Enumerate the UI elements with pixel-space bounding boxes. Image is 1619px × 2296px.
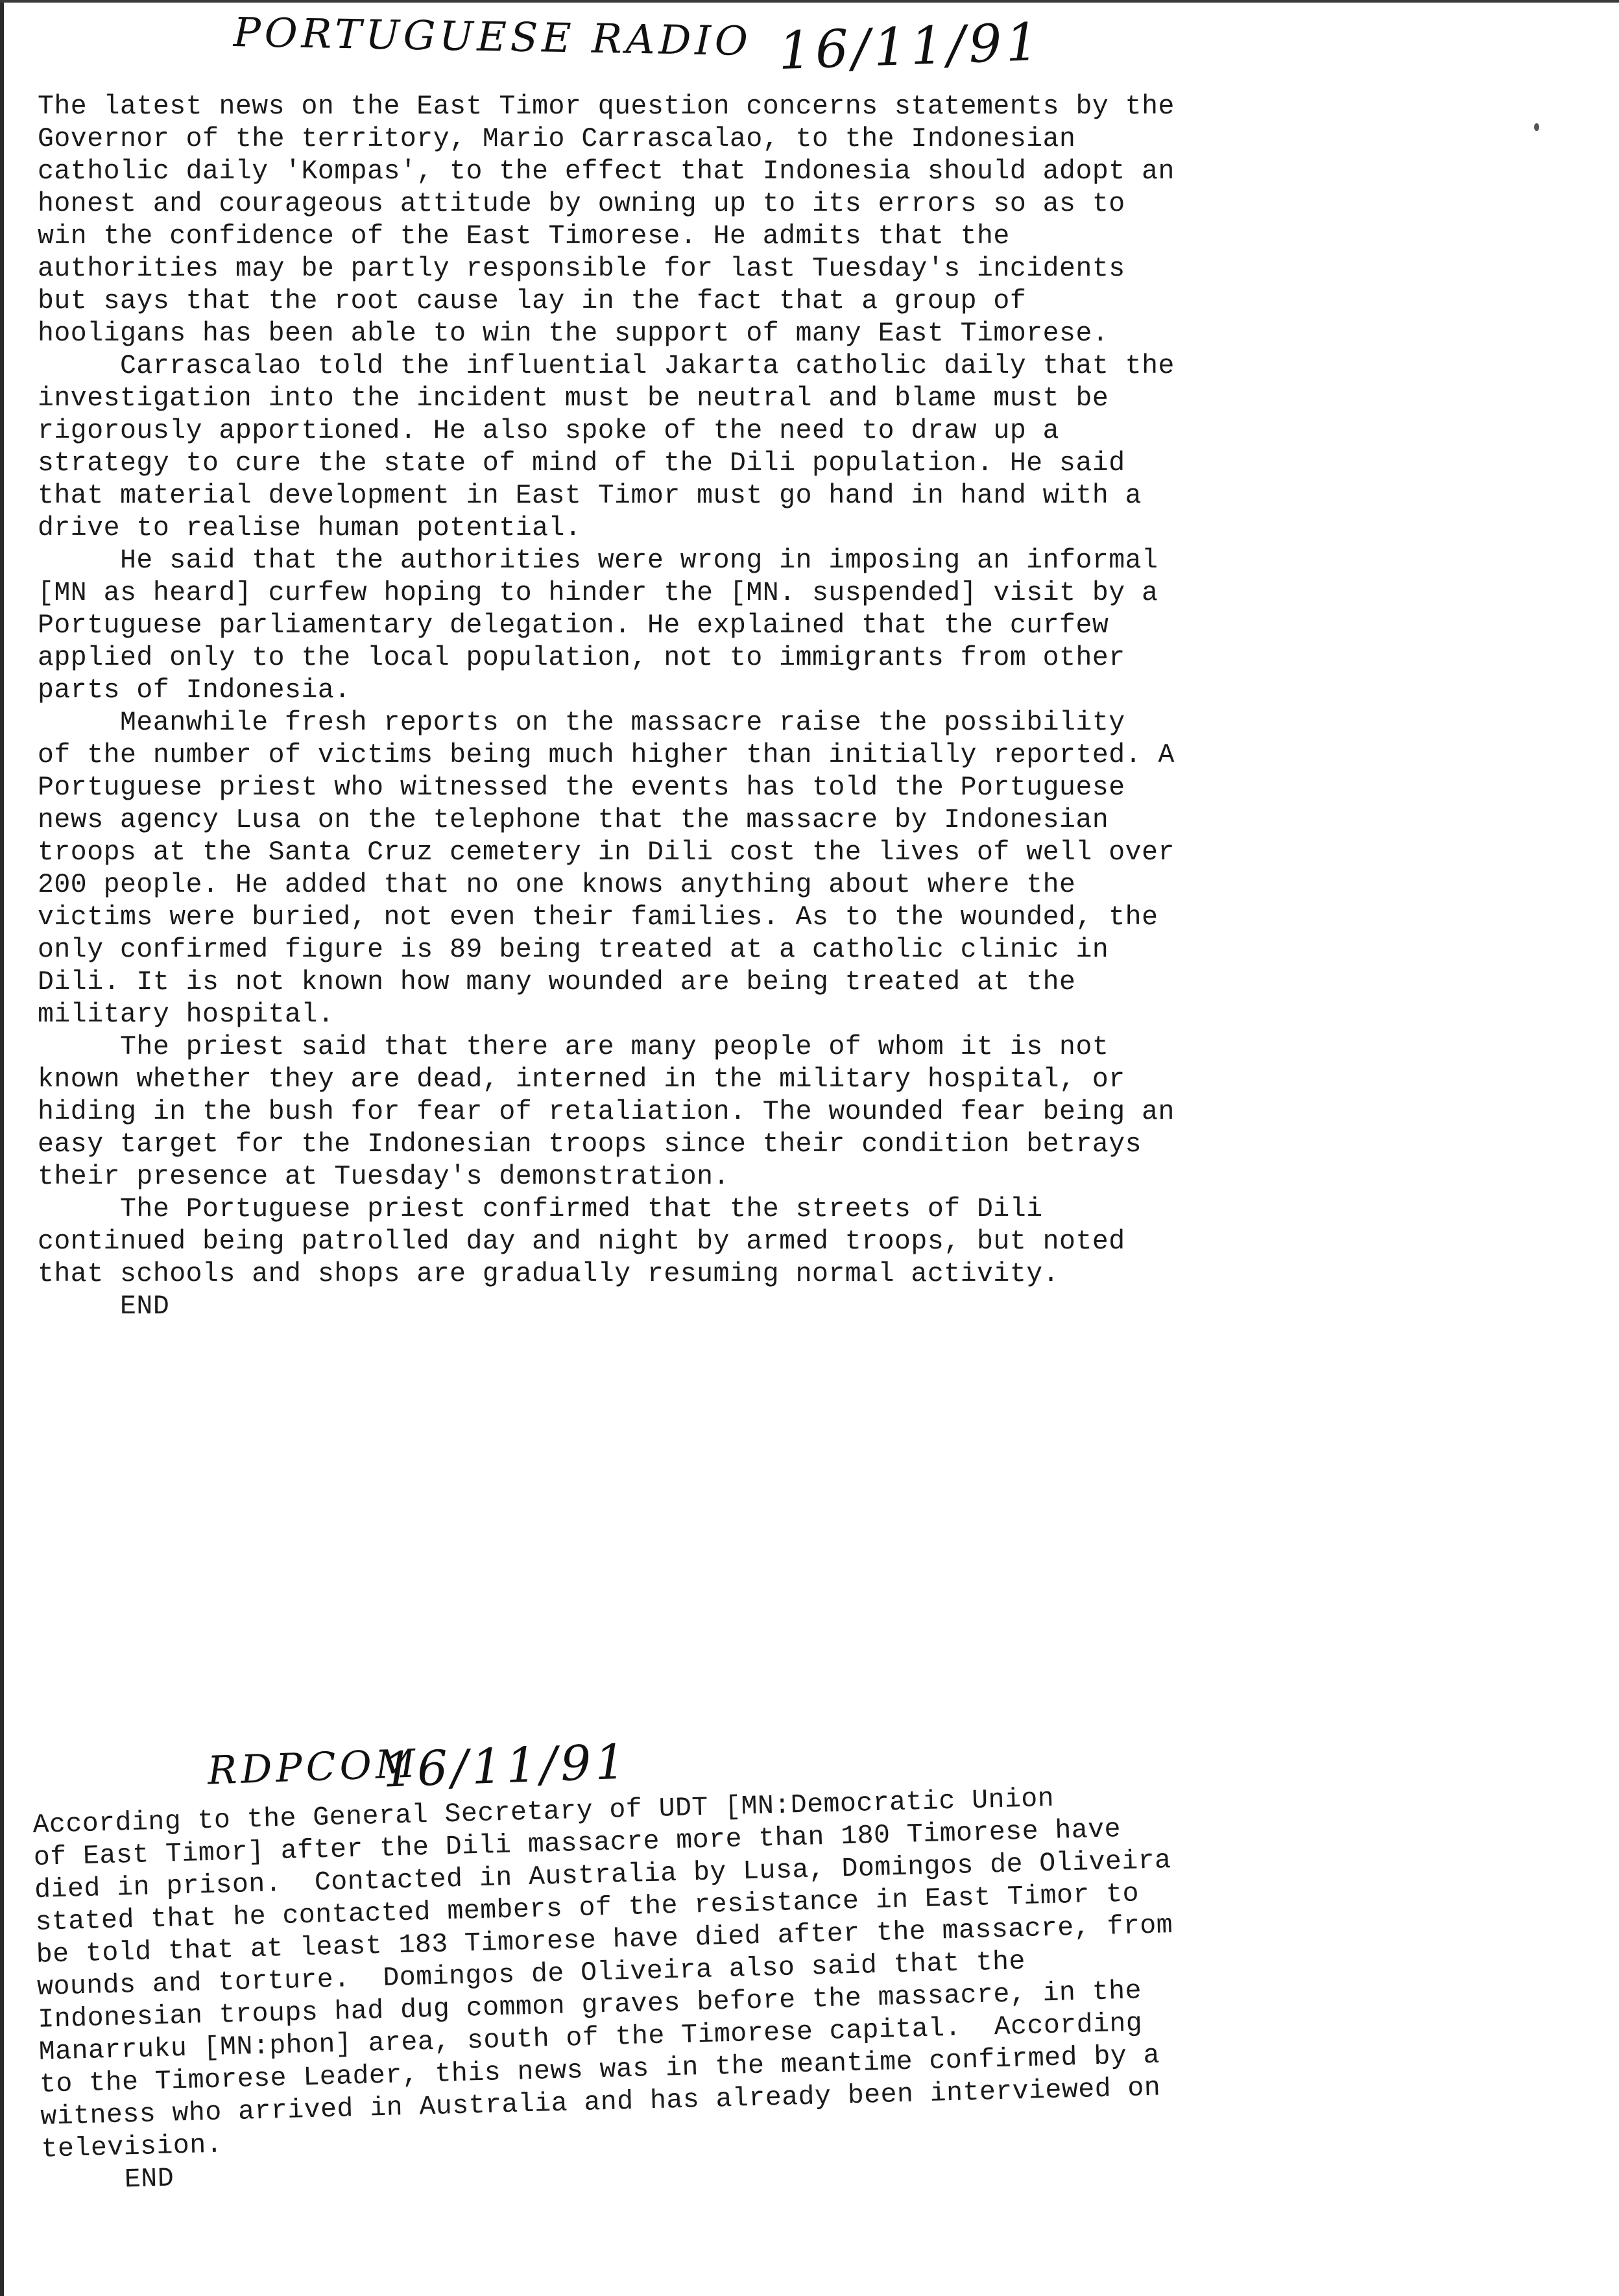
scan-edge-left: [0, 0, 4, 2296]
scan-edge-top: [0, 0, 1619, 3]
handwritten-date-2: 16/11/91: [381, 1734, 630, 1799]
article-portuguese-radio: The latest news on the East Timor question concerns statements by the Governor of the territory, Mario Carrascalao, to the Indonesian catholic daily 'Kompas', to the effect that Indonesia should adopt an honest and courageous attitude by owning up to its errors so as to win the confidence of the East Timorese. He admits that the authorities may be partly responsible for last Tuesday's incidents but says that the root cause lay in the fact that a group of hooligans has been able to win the support of many East Timorese. Carrascalao told the influential Jakarta catholic daily that the investigation into the incident must be neutral and blame must be rigorously apportioned. He also spoke of the need to draw up a strategy to cure the state of mind of the Dili population. He said that material development in East Timor must go hand in hand with a drive to realise human potential. He said that the authorities were wrong in imposing an informal [MN as heard] curfew hoping to hinder the [MN. suspended] visit by a Portuguese parliamentary delegation. He explained that the curfew applied only to the local population, not to immigrants from other parts of Indonesia. Meanwhile fresh reports on the massacre raise the possibility of the number of victims being much higher than initially reported. A Portuguese priest who witnessed the events has told the Portuguese news agency Lusa on the telephone that the massacre by Indonesian troops at the Santa Cruz cemetery in Dili cost the lives of well over 200 people. He added that no one knows anything about where the victims were buried, not even their families. As to the wounded, the only confirmed figure is 89 being treated at a catholic clinic in Dili. It is not known how many wounded are being treated at the military hospital. The priest said that there are many people of whom it is not known whether they are dead, interned in the military hospital, or hiding in the bush for fear of retaliation. The wounded fear being an easy target for the Indonesian troops since their condition betrays their presence at Tuesday's demonstration. The Portuguese priest confirmed that the streets of Dili continued being patrolled day and night by armed troops, but noted that schools and shops are gradually resuming normal activity. END: [38, 91, 1175, 1322]
handwritten-date: 16/11/91: [777, 11, 1044, 82]
scan-speck: [1534, 123, 1539, 131]
handwritten-source-label-2: RDPCOM: [206, 1741, 420, 1794]
handwritten-source-label: PORTUGUESE RADIO: [233, 8, 752, 65]
article-rdpcom: According to the General Secretary of UDT [MN:Democratic Union of East Timor] after the Dili massacre more than 180 Timorese have died in prison. Contacted in Australia by Lusa, Domingos de Oliveira stated that he contacted members of the resistance in East Timor to be told that at least 183 Timorese have died after the massacre, from wounds and torture. Domingos de Oliveira also said that the Indonesian troups had dug common graves before the massacre, in the Manarruku [MN:phon] area, south of the Timorese capital. According to the Timorese Leader, this news was in the meantime confirmed by a witness who arrived in Australia and has already been interviewed on television. END: [32, 1783, 1173, 2197]
